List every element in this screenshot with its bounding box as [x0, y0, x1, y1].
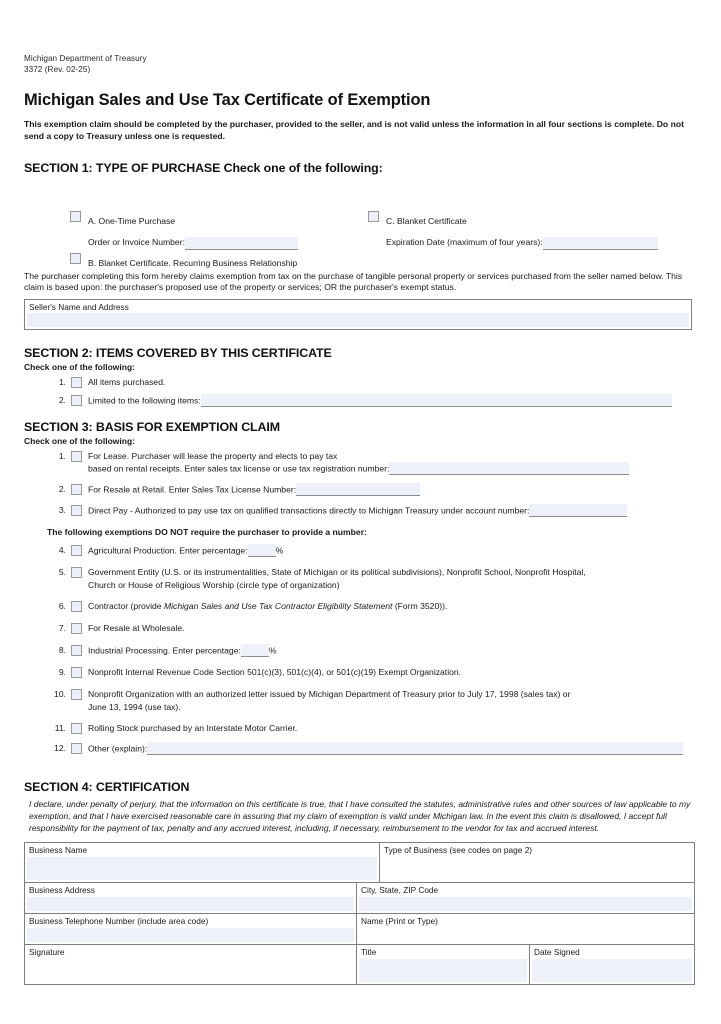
agricultural-percentage-input[interactable]: [248, 544, 276, 557]
section-1-options: [24, 189, 697, 267]
agency-header: [24, 54, 697, 75]
section-2-heading: SECTION 2: ITEMS COVERED BY THIS CERTIFICATE: [24, 345, 332, 360]
item-number: 12.: [54, 743, 66, 753]
signature-input[interactable]: [27, 959, 354, 982]
list-item[interactable]: [24, 644, 697, 657]
lease-registration-number-input[interactable]: [389, 462, 629, 475]
cell-business-telephone[interactable]: [25, 913, 357, 944]
business-telephone-label: Business Telephone Number (include area code): [29, 915, 209, 926]
checkbox-rolling-stock[interactable]: [71, 723, 82, 734]
form-number: 3372 (Rev. 02-25): [24, 64, 91, 74]
item-label: For Resale at Wholesale.: [88, 623, 185, 634]
item-number: 2.: [58, 484, 66, 495]
list-item[interactable]: [24, 722, 697, 735]
checkbox-contractor[interactable]: [71, 601, 82, 612]
page-title: Michigan Sales and Use Tax Certificate of Exemption: [24, 91, 431, 110]
option-a-row[interactable]: [70, 211, 298, 229]
certification-table: [24, 842, 695, 985]
seller-box-label: Seller's Name and Address: [29, 301, 129, 312]
item-label: Contractor (provide Michigan Sales and Use Tax Contractor Eligibility Statement (Form 3520)).: [88, 601, 448, 612]
expiration-date-row: [386, 232, 658, 250]
checkbox-resale-wholesale[interactable]: [71, 623, 82, 634]
checkbox-government-entity[interactable]: [71, 567, 82, 578]
checkbox-all-items[interactable]: [71, 377, 82, 388]
certification-paragraph: I declare, under penalty of perjury, that the information on this certificate is true, that I have consulted the statutes, administrative rules and other sources of law applicable to my exemption, and that I have exercised reasonable care in assuring that my claim of exemption is valid under Michigan law. In the event this claim is disallowed, I accept full responsibility for the payment of tax, penalty and any accrued interest, including, if necessary, reimbursement to the vendor for tax and accrued interest.: [29, 799, 691, 833]
checkbox-limited-items[interactable]: [71, 395, 82, 406]
limited-items-input[interactable]: [201, 394, 672, 407]
item-line-1: For Lease. Purchaser will lease the property and elects to pay tax: [88, 450, 338, 461]
table-row: [25, 913, 695, 944]
cell-title[interactable]: [357, 944, 530, 984]
city-state-zip-label: City, State, ZIP Code: [361, 884, 439, 895]
purchaser-paragraph: The purchaser completing this form hereby claims exemption from tax on the purchase of tangible personal property or services purchased from the seller named below. This claim is based upon: the purchaser's proposed use of the property or services; OR the purchaser's exempt status.: [24, 270, 683, 293]
list-item[interactable]: [24, 666, 697, 679]
order-invoice-input[interactable]: [185, 237, 298, 250]
checkbox-option-a[interactable]: [70, 211, 81, 222]
signature-label: Signature: [29, 946, 65, 957]
section-4-heading: SECTION 4: CERTIFICATION: [24, 780, 190, 794]
business-address-input[interactable]: [27, 897, 354, 911]
section-3-list: [24, 450, 697, 755]
title-label: Title: [361, 946, 377, 957]
checkbox-industrial-processing[interactable]: [71, 645, 82, 656]
checkbox-direct-pay[interactable]: [71, 505, 82, 516]
agency-name: Michigan Department of Treasury: [24, 54, 147, 63]
name-print-label: Name (Print or Type): [361, 915, 438, 926]
business-telephone-input[interactable]: [27, 928, 354, 942]
list-item[interactable]: [24, 600, 697, 613]
checkbox-nonprofit-501c[interactable]: [71, 667, 82, 678]
date-signed-input[interactable]: [532, 959, 692, 982]
list-item[interactable]: [24, 483, 697, 496]
list-item[interactable]: [24, 622, 697, 635]
list-item[interactable]: [24, 688, 697, 713]
cell-date-signed[interactable]: [530, 944, 695, 984]
item-label: [88, 688, 697, 713]
section-2-check-one: Check one of the following:: [24, 361, 135, 372]
item-label: Agricultural Production. Enter percentage: %: [88, 545, 284, 556]
item-label: Other (explain):: [88, 742, 697, 755]
section-2-list: [24, 376, 697, 407]
city-state-zip-input[interactable]: [359, 897, 692, 911]
item-number: 8.: [58, 645, 66, 656]
item-line-2: Church or House of Religious Worship (circle type of organization): [88, 579, 340, 590]
checkbox-for-lease[interactable]: [71, 451, 82, 462]
checkbox-option-b[interactable]: [70, 253, 81, 264]
form-content: [24, 54, 697, 985]
item-line-2: based on rental receipts. Enter sales tax license or use tax registration number:: [88, 462, 697, 475]
option-a-group: [70, 211, 298, 250]
order-invoice-row: [88, 232, 298, 250]
direct-pay-account-number-input[interactable]: [529, 504, 627, 517]
contractor-statement-title: Michigan Sales and Use Tax Contractor Eligibility Statement: [163, 601, 393, 612]
list-item[interactable]: [24, 450, 697, 475]
item-number: 2.: [58, 394, 66, 405]
item-label: [88, 450, 697, 475]
seller-name-address-box[interactable]: [24, 299, 692, 330]
order-invoice-label: Order or Invoice Number:: [88, 236, 185, 247]
other-explain-input[interactable]: [147, 742, 683, 755]
option-c-label: C. Blanket Certificate: [386, 215, 467, 226]
type-of-business-label: Type of Business (see codes on page 2): [384, 844, 533, 855]
list-item[interactable]: [24, 566, 697, 591]
list-item[interactable]: [24, 742, 697, 755]
item-label-row: [88, 394, 697, 407]
seller-name-address-input[interactable]: [27, 313, 689, 327]
cell-signature[interactable]: [25, 944, 357, 984]
item-number: 9.: [58, 667, 66, 678]
item-number: 1.: [58, 450, 66, 461]
table-row: [25, 882, 695, 913]
item-number: 10.: [54, 689, 66, 700]
section-1-subheading: Check one of the following:: [223, 160, 383, 175]
expiration-date-label: Expiration Date (maximum of four years):: [386, 236, 543, 247]
title-input[interactable]: [359, 959, 527, 982]
section-3-check-one: Check one of the following:: [24, 435, 135, 446]
section-3-heading: SECTION 3: BASIS FOR EXEMPTION CLAIM: [24, 419, 280, 434]
intro-paragraph: This exemption claim should be completed by the purchaser, provided to the seller, and is not valid unless the information in all four sections is complete. Do not send a copy to Treasury unless one is requested.: [24, 119, 684, 141]
cell-city-state-zip[interactable]: [357, 882, 695, 913]
checkbox-option-c[interactable]: [368, 211, 379, 222]
checkbox-other[interactable]: [71, 743, 82, 754]
item-number: 6.: [58, 601, 66, 612]
item-number: 5.: [58, 567, 66, 578]
cell-business-name[interactable]: [25, 842, 380, 882]
name-print-input[interactable]: [359, 928, 692, 942]
option-b-row[interactable]: [70, 253, 297, 271]
checkbox-resale-retail[interactable]: [71, 484, 82, 495]
item-label: For Resale at Retail. Enter Sales Tax License Number:: [88, 483, 697, 496]
item-label: Limited to the following items:: [88, 395, 201, 406]
item-line-2: June 13, 1994 (use tax).: [88, 701, 181, 712]
business-name-input[interactable]: [27, 857, 377, 880]
item-line-1: Nonprofit Organization with an authorized letter issued by Michigan Department of Treasury prior to July 17, 1998 (sales tax) or: [88, 689, 571, 700]
business-address-label: Business Address: [29, 884, 95, 895]
option-c-group: [368, 211, 658, 250]
checkbox-nonprofit-authorized-letter[interactable]: [71, 689, 82, 700]
item-label: Direct Pay - Authorized to pay use tax on qualified transactions directly to Michigan Treasury under account number:: [88, 504, 697, 517]
item-label: Nonprofit Internal Revenue Code Section 501(c)(3), 501(c)(4), or 501(c)(19) Exempt Organization.: [88, 667, 462, 678]
cell-type-of-business[interactable]: [380, 842, 695, 882]
item-number: 3.: [58, 505, 66, 516]
business-name-label: Business Name: [29, 844, 88, 855]
no-number-required-note: The following exemptions DO NOT require the purchaser to provide a number:: [47, 527, 367, 538]
industrial-percentage-input[interactable]: [241, 644, 269, 657]
expiration-date-input[interactable]: [543, 237, 658, 250]
list-item[interactable]: [24, 504, 697, 517]
option-a-label: A. One-Time Purchase: [88, 215, 176, 226]
type-of-business-input[interactable]: [382, 857, 692, 880]
item-line-1: Government Entity (U.S. or its instrumentalities, State of Michigan or its political subdivisions), Nonprofit School, Nonprofit Hospital,: [88, 567, 586, 578]
list-item[interactable]: [24, 376, 697, 389]
option-b-label: B. Blanket Certificate. Recurring Business Relationship: [88, 257, 298, 268]
item-number: 7.: [58, 623, 66, 634]
item-number: 1.: [58, 376, 66, 387]
option-c-row[interactable]: [368, 211, 658, 229]
item-label: Industrial Processing. Enter percentage: %: [88, 645, 277, 656]
list-item[interactable]: [24, 544, 697, 557]
section-1-heading: SECTION 1: TYPE OF PURCHASE: [24, 160, 221, 175]
cell-name-print[interactable]: [357, 913, 695, 944]
item-label: Rolling Stock purchased by an Interstate Motor Carrier.: [88, 723, 298, 733]
cell-business-address[interactable]: [25, 882, 357, 913]
checkbox-agricultural-production[interactable]: [71, 545, 82, 556]
table-row: [25, 842, 695, 882]
date-signed-label: Date Signed: [534, 946, 580, 957]
item-number: 11.: [54, 723, 66, 733]
list-item[interactable]: [24, 394, 697, 407]
item-label: [88, 566, 697, 591]
item-label: All items purchased.: [88, 376, 166, 387]
item-number: 4.: [58, 545, 66, 556]
table-row: [25, 944, 695, 984]
sales-tax-license-number-input[interactable]: [296, 483, 420, 496]
